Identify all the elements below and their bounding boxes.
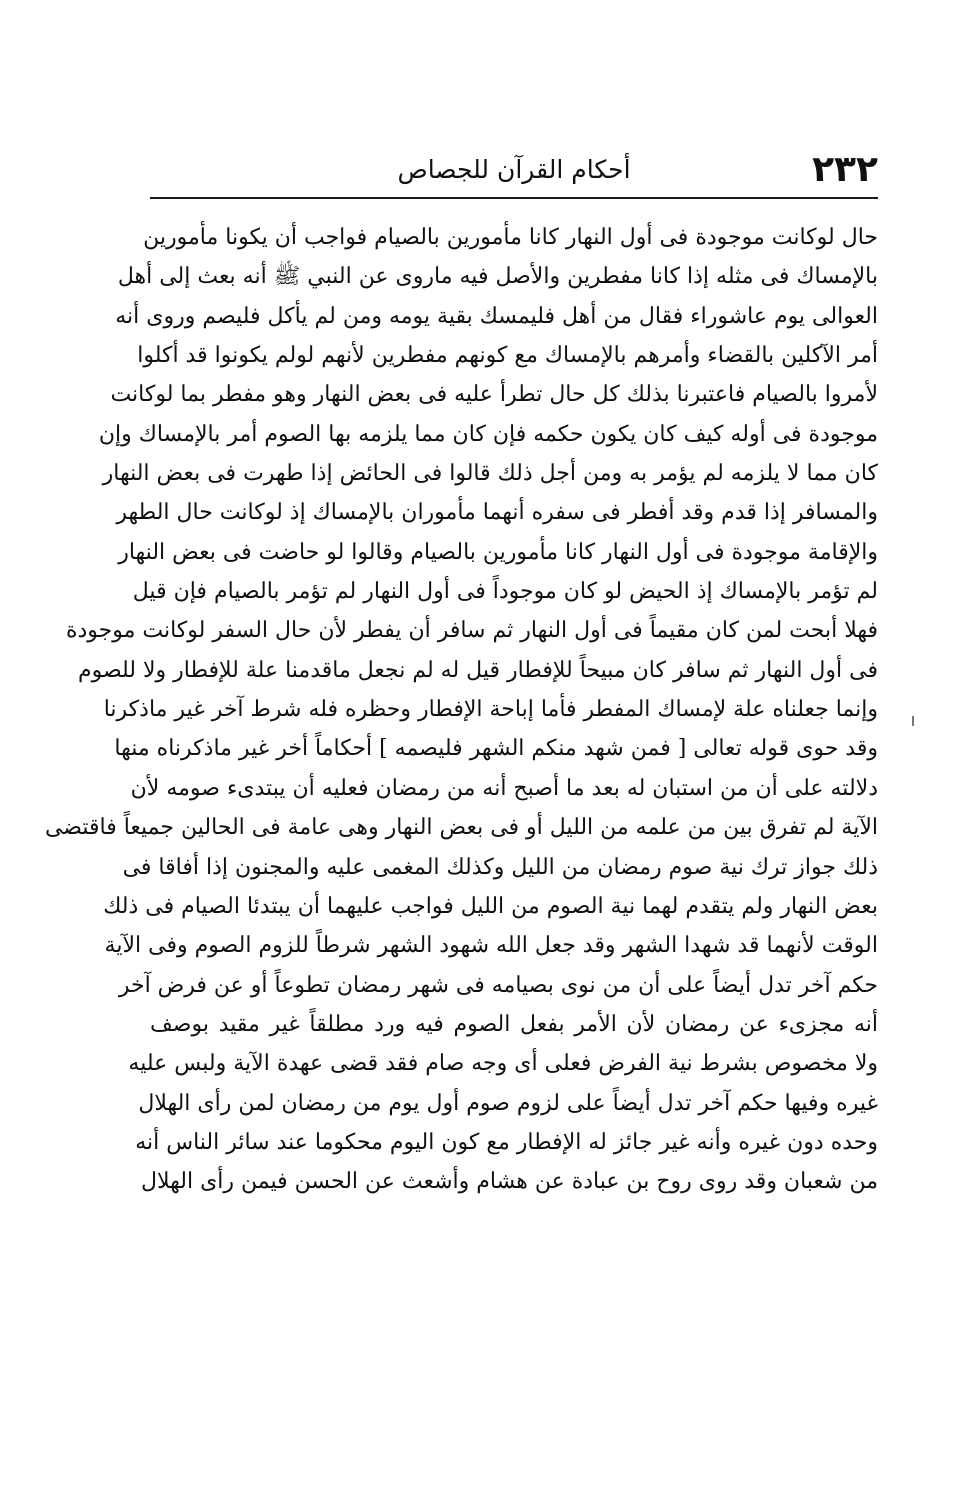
text-line: وحده دون غيره وأنه غير جائز له الإفطار مع كون اليوم محكوما عند سائر الناس أنه [135, 1129, 878, 1155]
text-line: غيره وفيها حكم آخر تدل أيضاً على لزوم صوم أول يوم من رمضان لمن رأى الهلال [138, 1090, 878, 1116]
text-line: بعض النهار ولم يتقدم لهما نية الصوم من الليل فواجب عليهما أن يبتدئا الصيام فى ذلك [103, 893, 878, 919]
text-line: العوالى يوم عاشوراء فقال من أهل فليمسك بقية يومه ومن لم يأكل فليصم وروى أنه [115, 303, 878, 329]
text-line: أنه مجزىء عن رمضان لأن الأمر بفعل الصوم فيه ورد مطلقاً غير مقيد بوصف [150, 1011, 878, 1037]
text-line: والمسافر إذا قدم وقد أفطر فى سفره أنهما مأموران بالإمساك إذ لوكانت حال الطهر [116, 500, 878, 526]
text-line: لم تؤمر بالإمساك إذ الحيض لو كان موجوداً فى أول النهار لم تؤمر بالصيام فإن قيل [132, 579, 878, 605]
text-line: موجودة فى أوله كيف كان يكون حكمه فإن كان مما يلزمه بها الصوم أمر بالإمساك وإن [98, 421, 878, 447]
text-line: لأمروا بالصيام فاعتبرنا بذلك كل حال تطرأ عليه فى بعض النهار وهو مفطر بما لوكانت [110, 382, 878, 408]
text-line: والإقامة موجودة فى أول النهار كانا مأمورين بالصيام وقالوا لو حاضت فى بعض النهار [118, 539, 878, 565]
text-line: وقد حوى قوله تعالى [ فمن شهد منكم الشهر فليصمه ] أحكاماً أخر غير ماذكرناه منها [114, 736, 878, 762]
running-title: أحكام القرآن للجصاص [397, 155, 631, 184]
text-line: فهلا أبحت لمن كان مقيماً فى أول النهار ثم سافر أن يفطر لأن حال السفر لوكانت موجودة [65, 618, 878, 644]
page-number: ٢٣٢ [812, 149, 878, 190]
text-line: وإنما جعلناه علة لإمساك المفطر فأما إباحة الإفطار وحظره فله شرط آخر غير ماذكرنا [103, 697, 878, 723]
margin-mark [912, 716, 914, 726]
text-line: حكم آخر تدل أيضاً على أن من نوى بصيامه فى شهر رمضان تطوعاً أو عن فرض آخر [118, 972, 878, 998]
text-line: كان مما لا يلزمه لم يؤمر به ومن أجل ذلك قالوا فى الحائض إذا طهرت فى بعض النهار [102, 461, 878, 487]
text-line: ذلك جواز ترك نية صوم رمضان من الليل وكذلك المغمى عليه والمجنون إذا أفاقا فى [122, 854, 878, 880]
text-line: ولا مخصوص بشرط نية الفرض فعلى أى وجه صام فقد قضى عهدة الآية ولبس عليه [128, 1051, 878, 1077]
text-line: حال لوكانت موجودة فى أول النهار كانا مأمورين بالصيام فواجب أن يكونا مأمورين [143, 225, 878, 250]
text-line: أمر الآكلين بالقضاء وأمرهم بالإمساك مع كونهم مفطرين لأنهم لولم يكونوا قد أكلوا [137, 343, 878, 369]
header-rule [150, 197, 878, 199]
text-line: دلالته على أن من استبان له بعد ما أصبح أنه من رمضان فعليه أن يبتدىء صومه لأن [130, 775, 878, 801]
page-header [150, 148, 878, 196]
body-text [44, 218, 878, 1202]
text-line: بالإمساك فى مثله إذا كانا مفطرين والأصل فيه ماروى عن النبي ﷺ أنه بعث إلى أهل [117, 264, 878, 290]
text-line: من شعبان وقد روى روح بن عبادة عن هشام وأشعث عن الحسن فيمن رأى الهلال [141, 1169, 878, 1195]
text-line: الوقت لأنهما قد شهدا الشهر وقد جعل الله شهود الشهر شرطاً للزوم الصوم وفى الآية [104, 933, 878, 959]
text-line: فى أول النهار ثم سافر كان مبيحاً للإفطار قيل له لم نجعل ماقدمنا علة للإفطار ولا للصوم [77, 657, 878, 683]
text-line: الآية لم تفرق بين من علمه من الليل أو فى بعض النهار وهى عامة فى الحالين جميعاً فاقتضى [44, 815, 878, 841]
